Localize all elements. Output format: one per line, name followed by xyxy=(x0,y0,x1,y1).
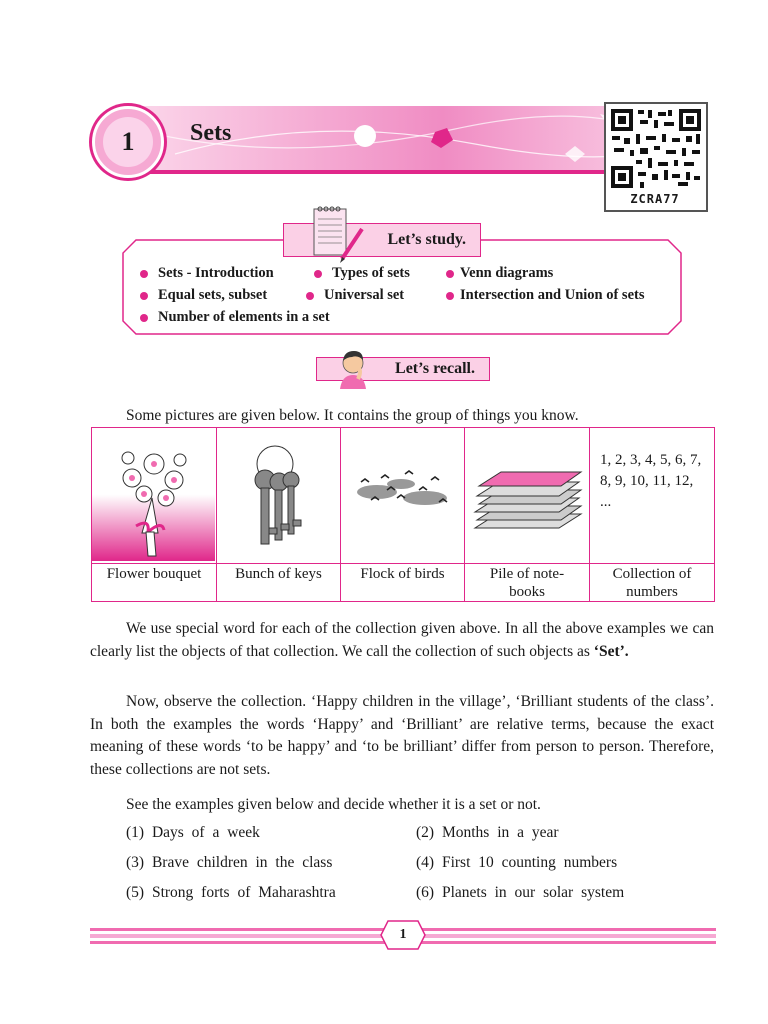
bunch-of-keys-icon xyxy=(217,428,339,561)
bunch-of-keys-cell xyxy=(217,428,341,563)
flock-of-birds-cell xyxy=(341,428,465,563)
caption-bunch-of-keys: Bunch of keys xyxy=(217,564,341,602)
thinking-boy-icon xyxy=(332,345,374,391)
example-item: (3) Brave children in the class xyxy=(126,854,333,871)
bullet-icon xyxy=(140,292,148,300)
caption-flower-bouquet: Flower bouquet xyxy=(92,564,217,602)
bullet-icon xyxy=(140,270,148,278)
bullet-icon xyxy=(140,314,148,322)
bullet-icon xyxy=(446,292,454,300)
caption-collection-of-numbers: Collection of numbers xyxy=(612,566,692,600)
flock-of-birds-icon xyxy=(341,428,463,561)
paragraph-relative-terms: Now, observe the collection. ‘Happy children in the village’, ‘Brilliant students of the class’. In both the examples the words ‘Happy’ and ‘Brilliant’ are relative terms, because the exact meaning of these words ‘to be happy’ and ‘to be brilliant’ differ from person to person. Therefore, these collections are not sets. xyxy=(90,693,714,778)
caption-pile-of-notebooks: Pile of note-books xyxy=(465,564,590,602)
flower-bouquet-cell xyxy=(92,428,217,563)
paragraph-set-definition: We use special word for each of the collection given above. In all the above examples we can clearly list the objects of that collection. We call the collection of such objects as ‘Set’. xyxy=(90,620,714,660)
study-item: Sets - Introduction xyxy=(140,265,274,282)
example-item: (1) Days of a week xyxy=(126,824,260,841)
pile-of-notebooks-cell xyxy=(465,428,590,563)
study-item: Venn diagrams xyxy=(446,265,553,282)
bullet-icon xyxy=(306,292,314,300)
chapter-number: 1 xyxy=(103,117,153,167)
recall-intro: Some pictures are given below. It contains the group of things you know. xyxy=(126,407,579,424)
numbers-text: 1, 2, 3, 4, 5, 6, 7, 8, 9, 10, 11, 12, ... xyxy=(600,452,702,510)
example-item: (2) Months in a year xyxy=(416,824,559,841)
study-item: Types of sets xyxy=(314,265,410,282)
bullet-icon xyxy=(314,270,322,278)
example-item: (4) First 10 counting numbers xyxy=(416,854,618,871)
study-item: Equal sets, subset xyxy=(140,287,267,304)
qr-code-label: ZCRA77 xyxy=(630,192,680,206)
pictures-table xyxy=(91,427,715,602)
lets-recall-label: Let’s recall. xyxy=(395,360,475,377)
page-number: 1 xyxy=(399,927,407,942)
pile-of-notebooks-icon xyxy=(465,428,588,561)
study-item: Number of elements in a set xyxy=(140,309,330,326)
lets-study-label: Let’s study. xyxy=(387,231,466,248)
chapter-number-badge xyxy=(92,106,164,178)
numbers-cell xyxy=(590,428,714,563)
paragraph-examples-intro: See the examples given below and decide whether it is a set or not. xyxy=(126,796,541,813)
flower-bouquet-icon xyxy=(92,428,215,561)
example-item: (5) Strong forts of Maharashtra xyxy=(126,884,336,901)
study-item: Intersection and Union of sets xyxy=(446,287,644,304)
example-item: (6) Planets in our solar system xyxy=(416,884,625,901)
chapter-title: Sets xyxy=(190,120,232,146)
notepad-pencil-icon xyxy=(308,203,366,265)
study-item: Universal set xyxy=(306,287,404,304)
bullet-icon xyxy=(446,270,454,278)
caption-flock-of-birds: Flock of birds xyxy=(341,564,465,602)
